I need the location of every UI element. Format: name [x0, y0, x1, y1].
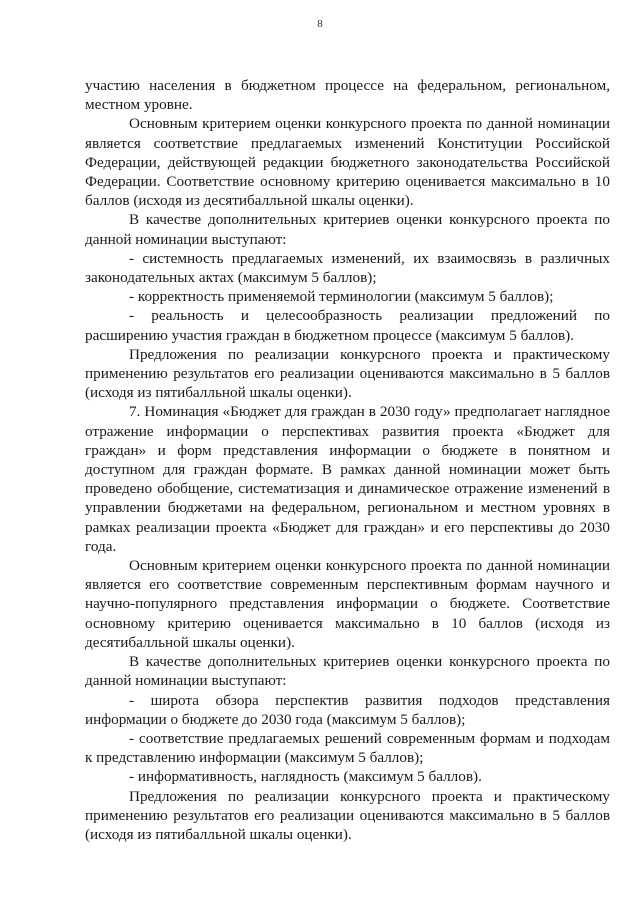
paragraph-additional-criteria-intro-2: В качестве дополнительных критериев оценки конкурсного проекта по данной номинации выступают:	[85, 653, 610, 690]
paragraph-main-criterion: Основным критерием оценки конкурсного проекта по данной номинации является соответствие предлагаемых изменений Конституции Российской Федерации, действующей редакции бюджетного законодательства Российской Федерации. Соответствие основному критерию оценивается максимально в 10 баллов (исходя из десятибалльной шкалы оценки).	[85, 115, 610, 210]
page-number: 8	[317, 18, 323, 30]
paragraph-nomination-7: 7. Номинация «Бюджет для граждан в 2030 году» предполагает наглядное отражение информации о перспективах развития проекта «Бюджет для граждан» и форм представления информации о бюджете в понятном и доступном для граждан формате. В рамках данной номинации может быть проведено обобщение, систематизация и динамическое отражение изменений в управлении бюджетами на федеральном, региональном и местном уровнях в рамках реализации проекта «Бюджет для граждан» и его перспективы до 2030 года.	[85, 403, 610, 555]
list-item-terminology: - корректность применяемой терминологии (максимум 5 баллов);	[129, 288, 554, 306]
paragraph-main-criterion-2: Основным критерием оценки конкурсного проекта по данной номинации является его соответствие современным перспективным формам научного и научно-популярного представления информации о бюджете. Соответствие основному критерию оценивается максимально в 10 баллов (исходя из десятибалльной шкалы оценки).	[85, 557, 610, 651]
list-item-modern-forms: - соответствие предлагаемых решений современным формам и подходам к представлению информации (максимум 5 баллов);	[85, 729, 610, 767]
document-body	[85, 76, 610, 844]
list-item-scope-overview: - широта обзора перспектив развития подходов представления информации о бюджете до 2030 года (максимум 5 баллов);	[85, 691, 610, 728]
list-item-informativeness: - информативность, наглядность (максимум 5 баллов).	[129, 768, 482, 786]
paragraph-continuation: участию населения в бюджетном процессе на федеральном, региональном, местном уровне.	[85, 77, 610, 114]
paragraph-practical-application: Предложения по реализации конкурсного проекта и практическому применению результатов его реализации оцениваются максимально в 5 баллов (исходя из пятибалльной шкалы оценки).	[85, 345, 610, 402]
list-item-feasibility: - реальность и целесообразность реализации предложений по расширению участия граждан в бюджетном процессе (максимум 5 баллов).	[85, 307, 610, 344]
list-item-systemic-changes: - системность предлагаемых изменений, их взаимосвязь в различных законодательных актах (максимум 5 баллов);	[85, 249, 610, 287]
paragraph-additional-criteria-intro: В качестве дополнительных критериев оценки конкурсного проекта по данной номинации выступают:	[85, 211, 610, 248]
paragraph-practical-application-2: Предложения по реализации конкурсного проекта и практическому применению результатов его реализации оцениваются максимально в 5 баллов (исходя из пятибалльной шкалы оценки).	[85, 787, 610, 843]
